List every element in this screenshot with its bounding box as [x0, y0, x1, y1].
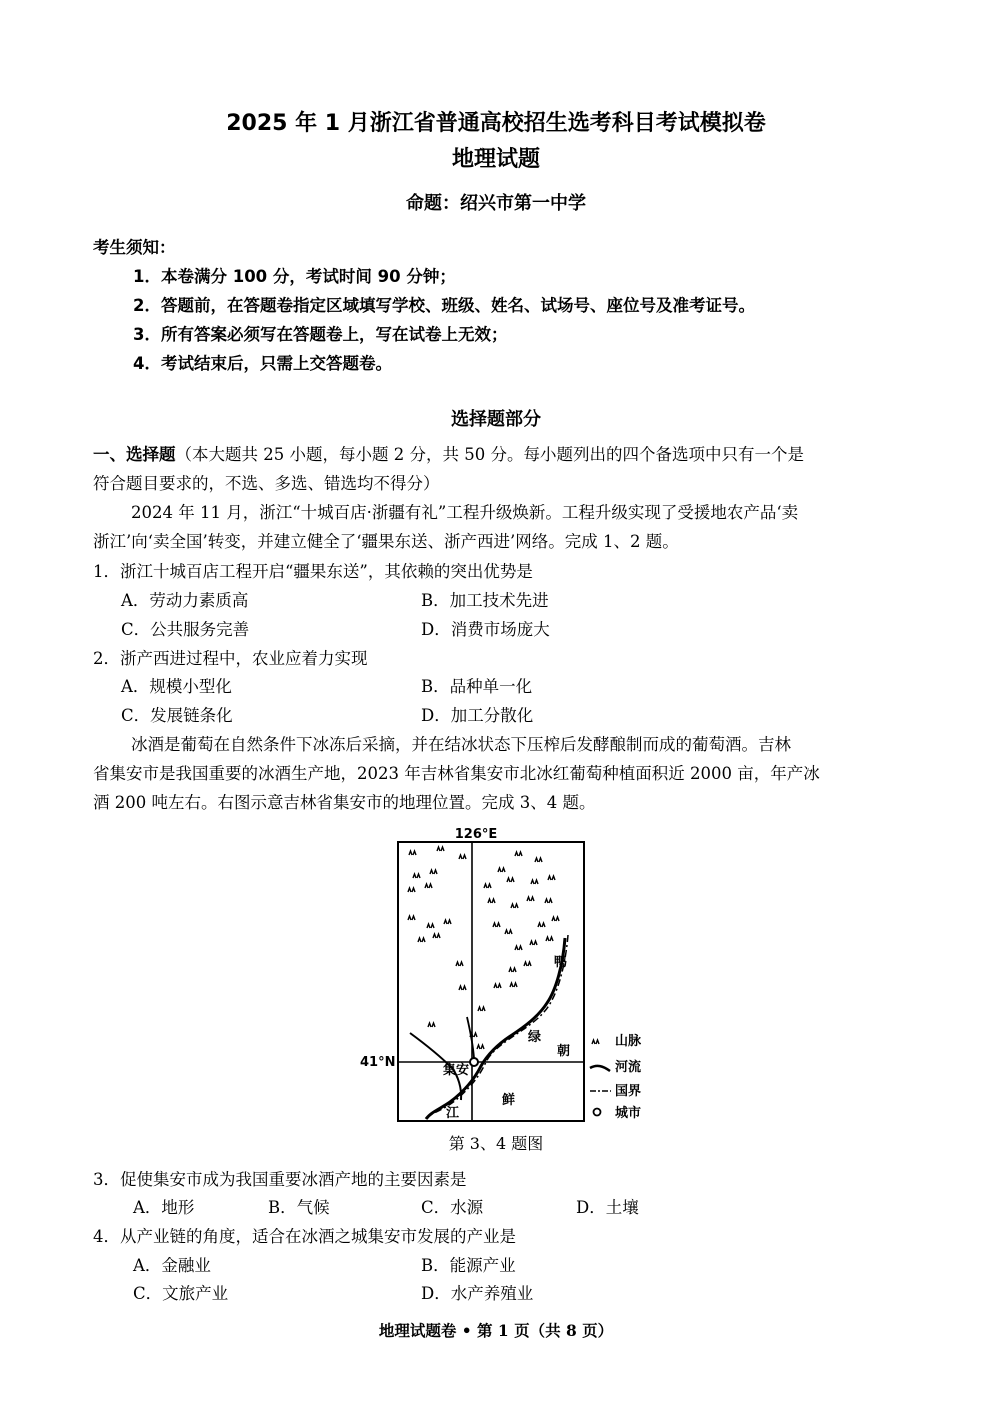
q1-option-b[interactable]: B．加工技术先进 — [421, 591, 549, 610]
legend-city-icon — [594, 1109, 601, 1116]
section-intro-label: 一、选择题 — [93, 445, 176, 464]
q3-option-d[interactable]: D．土壤 — [576, 1198, 639, 1217]
lon-label: 126°E — [454, 827, 498, 842]
q4-option-a[interactable]: A．金融业 — [133, 1256, 211, 1275]
q2-option-c[interactable]: C．发展链条化 — [121, 706, 233, 725]
q3-option-b[interactable]: B．气候 — [268, 1198, 330, 1217]
river-label: 鸭 — [554, 955, 568, 970]
section-intro-rest: （本大题共 25 小题，每小题 2 分，共 50 分。每小题列出的四个备选项中只有一个是 — [175, 445, 804, 464]
legend-label: 山脉 — [615, 1034, 642, 1049]
exam-subtitle: 地理试题 — [451, 147, 540, 172]
river-label: 绿 — [528, 1030, 542, 1045]
legend-label: 河流 — [615, 1060, 642, 1075]
map-legend — [590, 1034, 642, 1121]
tributary-river — [467, 1017, 474, 1058]
legend-mountain-icon — [592, 1040, 599, 1044]
passage2-line: 酒 200 吨左右。右图示意吉林省集安市的地理位置。完成 3、4 题。 — [93, 793, 596, 812]
page-footer: 地理试题卷 • 第 1 页（共 8 页） — [378, 1321, 614, 1340]
q2-option-d[interactable]: D．加工分散化 — [421, 706, 534, 725]
lat-label: 41°N — [360, 1055, 396, 1070]
q2-option-a[interactable]: A．规模小型化 — [121, 677, 232, 696]
q2-option-b[interactable]: B．品种单一化 — [421, 677, 533, 696]
notice-item: 2．答题前，在答题卷指定区域填写学校、班级、姓名、试场号、座位号及准考证号。 — [133, 296, 755, 315]
notice-item: 4．考试结束后，只需上交答题卷。 — [133, 354, 392, 373]
exam-author: 命题：绍兴市第一中学 — [406, 193, 586, 214]
q1-option-a[interactable]: A．劳动力素质高 — [121, 591, 249, 610]
river-label: 江 — [446, 1106, 460, 1121]
q4-option-c[interactable]: C．文旅产业 — [133, 1284, 229, 1303]
section-title: 选择题部分 — [451, 409, 541, 430]
city-marker — [470, 1058, 478, 1066]
q4-stem: 4．从产业链的角度，适合在冰酒之城集安市发展的产业是 — [93, 1227, 516, 1246]
notice-item: 1．本卷满分 100 分，考试时间 90 分钟； — [133, 267, 456, 286]
notice-item: 3．所有答案必须写在答题卷上，写在试卷上无效； — [133, 325, 508, 344]
legend-label: 国界 — [615, 1084, 642, 1099]
passage1-line: 2024 年 11 月，浙江“十城百店·浙疆有礼”工程升级焕新。工程升级实现了受援地农产品‘卖 — [131, 503, 799, 522]
passage1-line: 浙江’向‘卖全国’转变，并建立健全了‘疆果东送、浙产西进’网络。完成 1、2 题。 — [93, 532, 679, 551]
national-border — [428, 935, 571, 1116]
country-label: 鲜 — [502, 1093, 516, 1108]
legend-river-icon — [590, 1066, 610, 1071]
notice-heading: 考生须知： — [93, 238, 176, 257]
legend-label: 城市 — [615, 1106, 642, 1121]
figure-caption: 第 3、4 题图 — [448, 1134, 544, 1153]
yalu-river — [426, 938, 568, 1119]
q4-option-b[interactable]: B．能源产业 — [421, 1256, 516, 1275]
q3-stem: 3．促使集安市成为我国重要冰酒产地的主要因素是 — [93, 1170, 467, 1189]
q1-option-d[interactable]: D．消费市场庞大 — [421, 620, 550, 639]
q3-option-a[interactable]: A．地形 — [133, 1198, 195, 1217]
q4-option-d[interactable]: D．水产养殖业 — [421, 1284, 534, 1303]
q1-option-c[interactable]: C．公共服务完善 — [121, 620, 250, 639]
q3-option-c[interactable]: C．水源 — [421, 1198, 484, 1217]
q1-stem: 1．浙江十城百店工程开启“疆果东送”，其依赖的突出优势是 — [93, 562, 533, 581]
passage2-line: 省集安市是我国重要的冰酒生产地，2023 年吉林省集安市北冰红葡萄种植面积近 2000 亩，年产冰 — [93, 764, 820, 783]
q2-stem: 2．浙产西进过程中，农业应着力实现 — [93, 649, 368, 668]
exam-title: 2025 年 1 月浙江省普通高校招生选考科目考试模拟卷 — [226, 111, 766, 136]
section-intro-line2: 符合题目要求的，不选、多选、错选均不得分） — [93, 474, 440, 493]
country-label: 朝 — [557, 1044, 571, 1059]
passage2-line: 冰酒是葡萄在自然条件下冰冻后采摘，并在结冰状态下压榨后发酵酿制而成的葡萄酒。吉林 — [131, 735, 791, 754]
city-label: 集安 — [443, 1063, 470, 1078]
